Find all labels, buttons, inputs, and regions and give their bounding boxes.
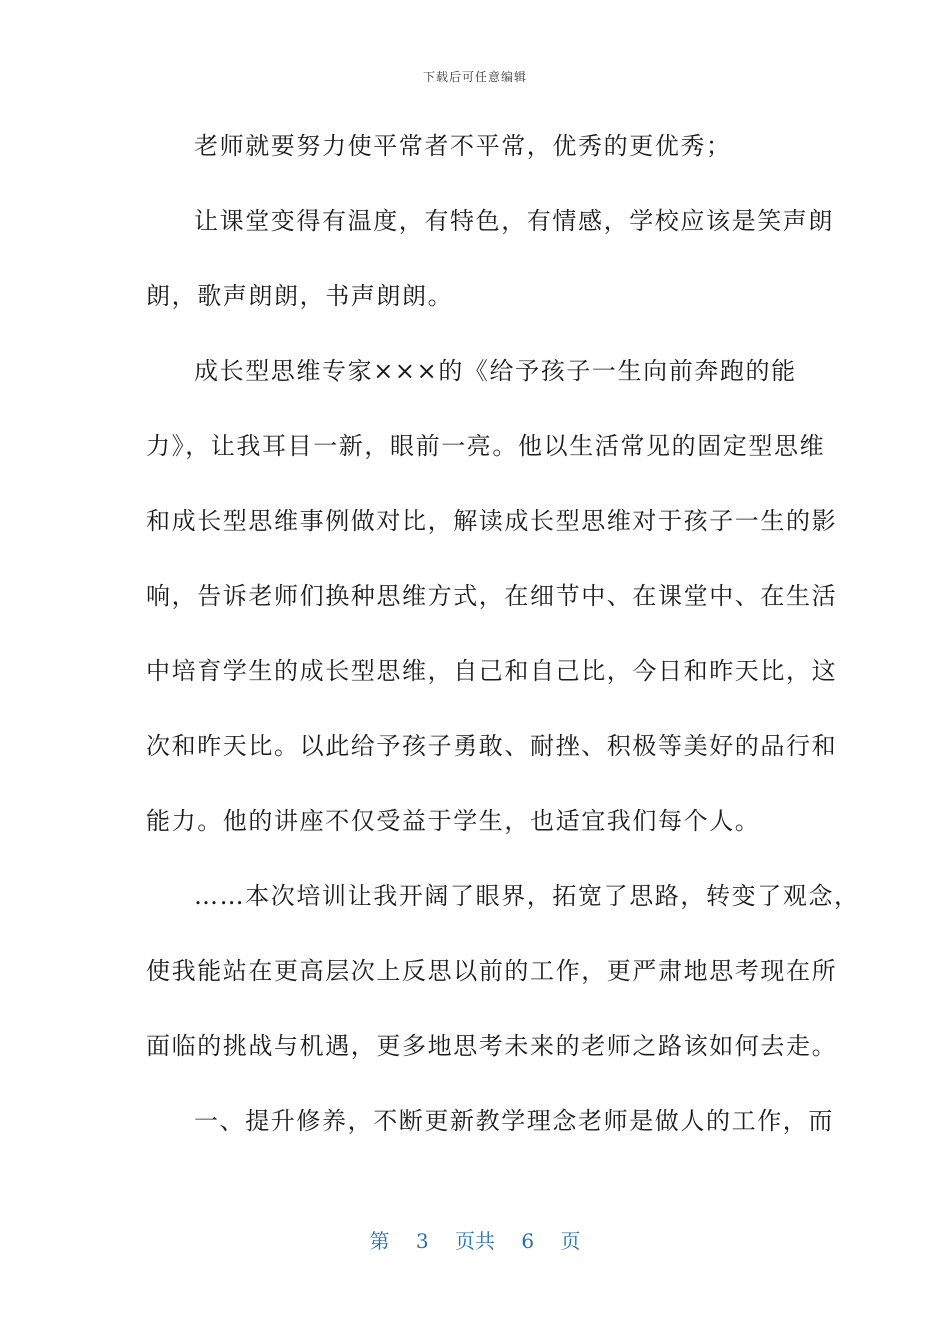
paragraph-line: 成长型思维专家×××的《给予孩子一生向前奔跑的能 — [194, 357, 797, 385]
total-pages-number: 6 — [521, 1229, 535, 1253]
paragraph-line: 面临的挑战与机遇，更多地思考未来的老师之路该如何去走。 — [146, 1032, 838, 1060]
paragraph-line: 老师就要努力使平常者不平常，优秀的更优秀； — [194, 132, 732, 160]
page-header: 下载后可任意编辑 — [422, 70, 527, 84]
paragraph-line: 次和昨天比。以此给予孩子勇敢、耐挫、积极等美好的品行和 — [146, 732, 838, 760]
footer-prefix: 第 — [369, 1229, 390, 1253]
paragraph-line: 一、提升修养，不断更新教学理念老师是做人的工作，而 — [194, 1107, 834, 1135]
paragraph-line: 使我能站在更高层次上反思以前的工作，更严肃地思考现在所 — [146, 957, 838, 985]
footer-suffix: 页 — [560, 1229, 581, 1253]
paragraph-line: 响，告诉老师们换种思维方式，在细节中、在课堂中、在生活 — [146, 582, 838, 610]
paragraph-line: 能力。他的讲座不仅受益于学生，也适宜我们每个人。 — [146, 807, 761, 835]
current-page-number: 3 — [415, 1229, 429, 1253]
page-footer — [0, 1225, 950, 1254]
paragraph-line: 力》，让我耳目一新，眼前一亮。他以生活常见的固定型思维 — [146, 432, 826, 460]
footer-middle: 页共 — [455, 1229, 495, 1253]
paragraph-line: 和成长型思维事例做对比，解读成长型思维对于孩子一生的影 — [146, 507, 838, 535]
paragraph-line: 朗，歌声朗朗，书声朗朗。 — [146, 282, 454, 310]
paragraph-line: ……本次培训让我开阔了眼界，拓宽了思路，转变了观念， — [194, 882, 860, 910]
paragraph-line: 让课堂变得有温度，有特色，有情感，学校应该是笑声朗 — [194, 207, 834, 235]
document-body — [146, 126, 860, 1176]
paragraph-line: 中培育学生的成长型思维，自己和自己比，今日和昨天比，这 — [146, 657, 838, 685]
